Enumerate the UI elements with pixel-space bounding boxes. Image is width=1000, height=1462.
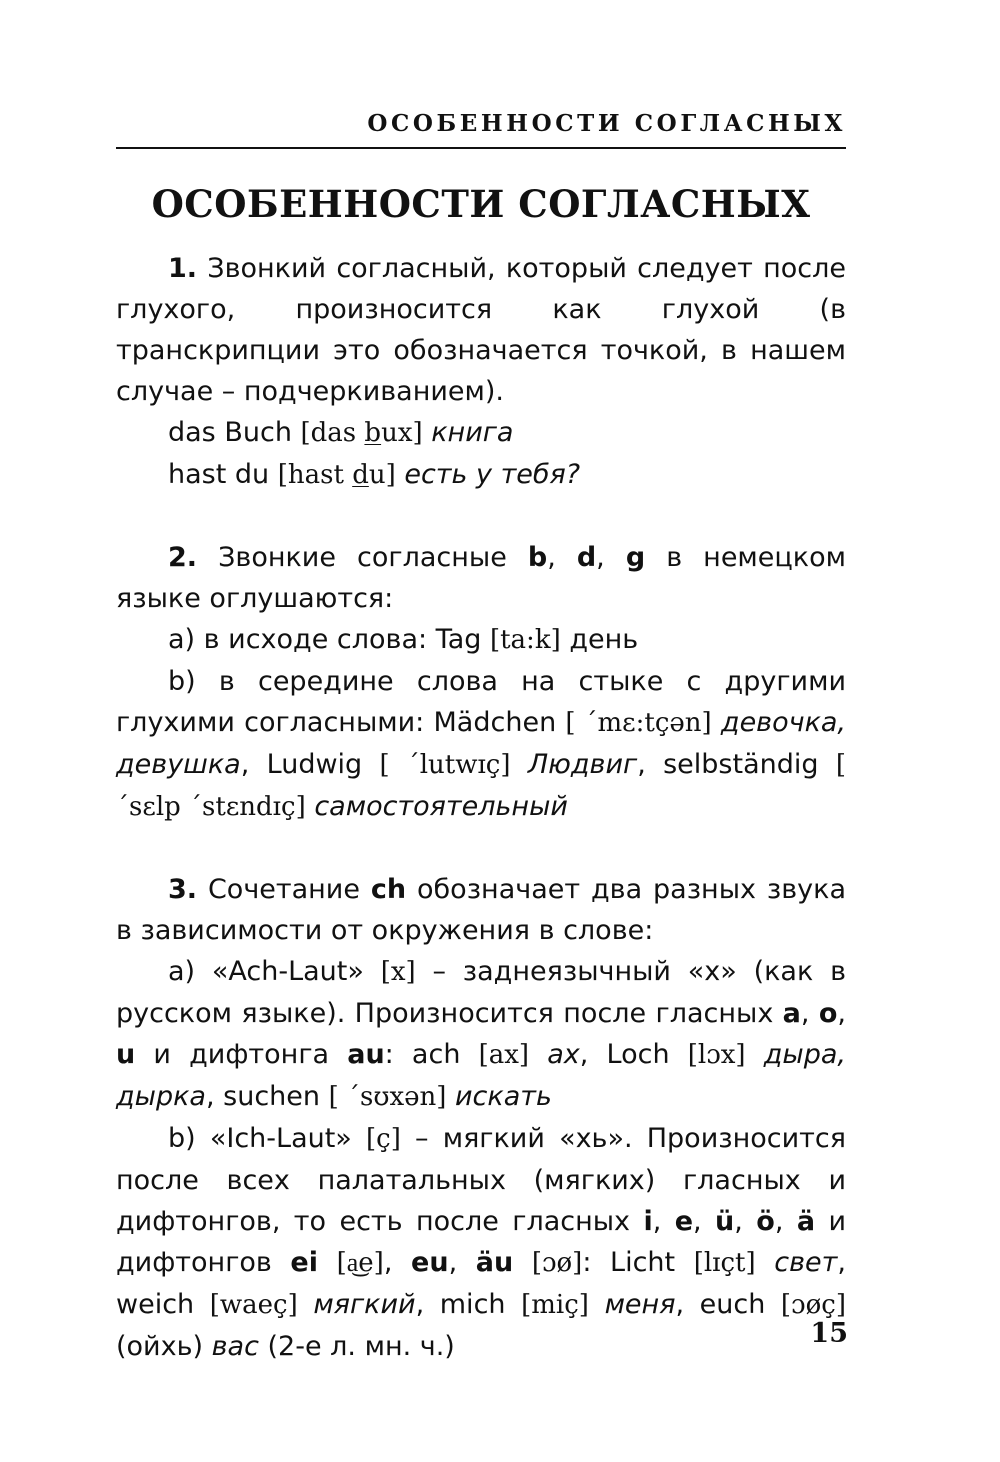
underlined-consonant: d (352, 460, 369, 490)
section-3-item-a (116, 951, 846, 1118)
diphthong: eu (411, 1247, 449, 1278)
translation: свет (774, 1247, 838, 1278)
text: , euch (675, 1289, 781, 1320)
vowel: e (674, 1206, 694, 1237)
text: в немецком языке оглушаются: (116, 542, 846, 614)
diphthong: äu (475, 1247, 514, 1278)
transcription: [ɔø] (531, 1248, 583, 1278)
text: , Ludwig (240, 749, 380, 780)
text: (2-е л. мн. ч.) (258, 1331, 455, 1362)
translation: вас (211, 1331, 259, 1362)
vowel: ü (715, 1206, 735, 1237)
text: и дифтонгов (116, 1206, 847, 1278)
transcription-part: ux] (381, 418, 423, 448)
section-3-item-b (116, 1118, 846, 1367)
text: , (596, 542, 626, 573)
vowel: ö (756, 1206, 775, 1237)
text: : ach (384, 1039, 479, 1070)
section-2-item-b (116, 661, 846, 828)
text: день (560, 624, 639, 655)
text: , (800, 998, 819, 1029)
page-content (116, 248, 846, 1367)
text: – мягкий «хь». Произносится после всех палатальных (мягких) гласных и дифтонгов, то есть после гласных (116, 1123, 846, 1237)
translation: есть у тебя? (404, 459, 581, 490)
page-number: 15 (810, 1318, 848, 1349)
text: обозначает два разных звука в зависимости от окружения в слове: (116, 874, 846, 946)
text: – заднеязычный «х» (как в русском языке). Произносится после гласных (116, 956, 846, 1029)
text: Звонкие согласные (197, 542, 528, 573)
translation: самостоятельный (314, 791, 568, 822)
transcription: [a͜e] (336, 1248, 384, 1278)
transcription: [ɔøç] (780, 1290, 846, 1320)
text: , mich (415, 1289, 522, 1320)
text: , (383, 1247, 412, 1278)
translation: мягкий (313, 1289, 416, 1320)
transcription: [ ´mɛ:tçən] (565, 708, 712, 738)
transcription (278, 460, 396, 490)
translation: искать (455, 1081, 552, 1112)
translation: ах (547, 1039, 580, 1070)
transcription: [ ´sɛlp ´stɛndɪç] (116, 750, 846, 822)
letter-b: b (527, 542, 548, 573)
text: b) «Ich-Laut» (168, 1123, 366, 1154)
text: , (693, 1206, 716, 1237)
text: , Loch (579, 1039, 688, 1070)
transcription: [ç] (366, 1124, 401, 1154)
section-2-item-a (116, 619, 846, 661)
text (513, 1247, 532, 1278)
text: , suchen (205, 1081, 329, 1112)
letters-ch: ch (370, 874, 407, 905)
underlined-consonant: b (364, 418, 382, 448)
translation: книга (431, 417, 514, 448)
text: a) «Ach-Laut» (168, 956, 381, 987)
text: , (448, 1247, 476, 1278)
transcription: [ ´sʊxən] (328, 1082, 447, 1112)
text (318, 1247, 337, 1278)
translation: дыра, дырка (116, 1039, 846, 1112)
text: , (652, 1206, 675, 1237)
transcription-part: u] (368, 460, 396, 490)
section-1-number: 1. (168, 253, 198, 284)
text: b) в середине слова на стыке с другими глухими согласными: Mädchen (116, 666, 846, 738)
text: (ойхь) (116, 1331, 212, 1362)
running-head: ОСОБЕННОСТИ СОГЛАСНЫХ (367, 110, 846, 137)
transcription-part: [das (300, 418, 365, 448)
section-3-paragraph (116, 869, 846, 951)
letter-d: d (576, 542, 597, 573)
translation: меня (604, 1289, 676, 1320)
vowel: i (643, 1206, 653, 1237)
transcription: [lɔx] (687, 1040, 746, 1070)
example-word: hast du (168, 459, 278, 490)
diphthong: ei (290, 1247, 318, 1278)
translation: Людвиг (527, 749, 638, 780)
text: и дифтонга (135, 1039, 348, 1070)
transcription-part: [hast (277, 460, 353, 490)
letter-g: g (625, 542, 646, 573)
transcription: [ax] (478, 1040, 530, 1070)
text: , selbständig (637, 749, 836, 780)
translation: девочка, девушка (116, 707, 847, 780)
transcription: [waeç] (209, 1290, 298, 1320)
transcription (301, 418, 423, 448)
vowel: ä (796, 1206, 816, 1237)
text: , (547, 542, 577, 573)
vowel: o (818, 998, 838, 1029)
diphthong: au (347, 1039, 385, 1070)
example-das-buch (116, 412, 846, 454)
transcription: [lɪçt] (693, 1248, 756, 1278)
transcription: [ ´lutwɪç] (379, 750, 511, 780)
example-hast-du (116, 454, 846, 496)
transcription: [ta:k] (489, 625, 561, 655)
text: : Licht (582, 1247, 694, 1278)
header-rule (116, 147, 846, 149)
section-1-text: Звонкий согласный, который следует после глухого, произносится как глухой (в транскрипции это обозначается точкой, в нашем случае – подчеркиванием). (116, 253, 846, 407)
example-word: das Buch (168, 417, 301, 448)
page-title: ОСОБЕННОСТИ СОГЛАСНЫХ (151, 182, 811, 226)
section-2-paragraph (116, 537, 846, 619)
section-1-paragraph (116, 248, 846, 412)
text: a) в исходе слова: Tag (168, 624, 490, 655)
text: , (774, 1206, 797, 1237)
vowel: a (782, 998, 801, 1029)
transcription: [miç] (521, 1290, 589, 1320)
text: , (734, 1206, 757, 1237)
vowel: u (116, 1039, 136, 1070)
text: , (837, 998, 847, 1029)
transcription: [x] (380, 957, 416, 987)
section-2-number: 2. (168, 542, 198, 573)
text: , weich (116, 1247, 846, 1320)
section-3-number: 3. (168, 874, 198, 905)
text: Сочетание (197, 874, 371, 905)
